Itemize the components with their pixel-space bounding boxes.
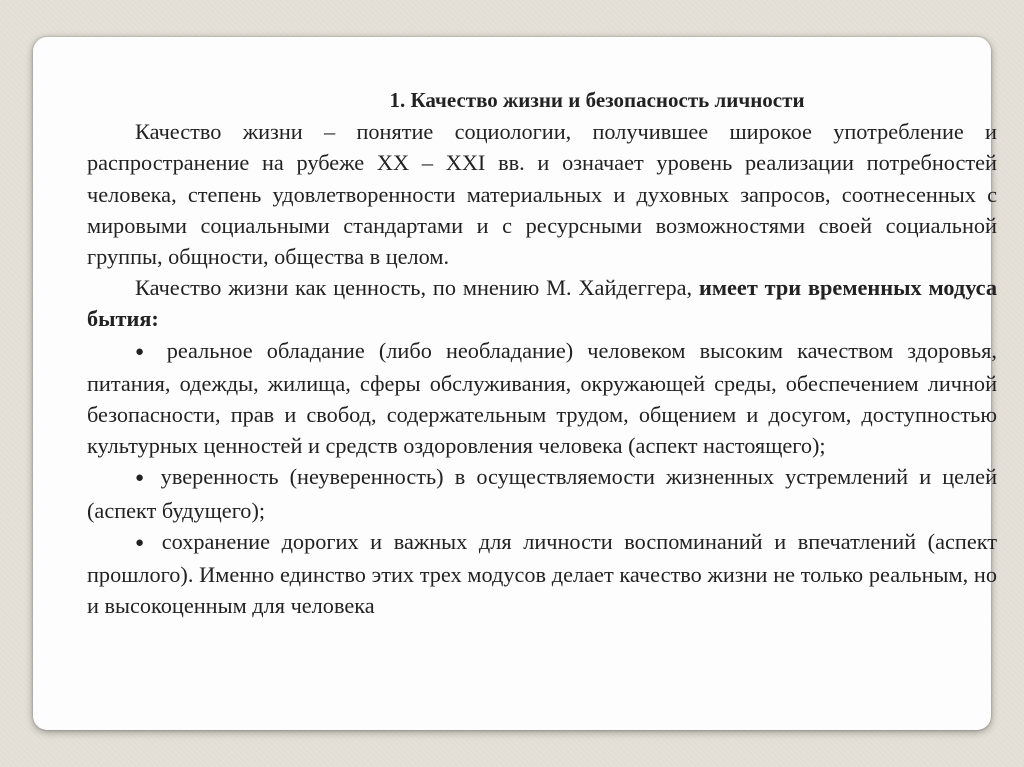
slide-title: 1. Качество жизни и безопасность личности xyxy=(389,88,805,112)
bullet-icon: ● xyxy=(135,534,151,551)
slide-text xyxy=(87,85,997,621)
paragraph-definition: Качество жизни – понятие социологии, получившее широкое употребление и распространение на рубеже XX – XXI вв. и означает уровень реализации потребностей человека, степень удовлетворенности материальных и духовных запросов, соотнесенных с мировыми социальными стандартами и с ресурсными возможностями своей социальной группы, общности, общества в целом. xyxy=(87,119,997,270)
bullet-present-text: реальное обладание (либо необладание) человеком высоким качеством здоровья, питания, одежды, жилища, сферы обслуживания, окружающей среды, обеспечением личной безопасности, прав и свобод, содержательным трудом, общением и досугом, доступностью культурных ценностей и средств оздоровления человека (аспект настоящего); xyxy=(87,337,998,459)
paragraph-heidegger xyxy=(87,272,997,334)
bullet-icon: ● xyxy=(135,343,153,360)
bullet-future-text: уверенность (неуверенность) в осуществляемости жизненных устремлений и целей (аспект будущего); xyxy=(87,464,998,523)
bullet-past xyxy=(87,526,997,622)
paragraph-heidegger-text: Качество жизни как ценность, по мнению М. Хайдеггера, xyxy=(135,275,699,301)
bullet-past-text: сохранение дорогих и важных для личности воспоминаний и впечатлений (аспект прошлого). Именно единство этих трех модусов делает качество жизни не только реальным, но и высокоценным для человека xyxy=(87,528,998,619)
slide-card xyxy=(33,37,998,730)
bullet-icon: ● xyxy=(135,470,150,487)
paragraph-heidegger-bold: имеет три временных модуса бытия: xyxy=(87,275,997,332)
bullet-present xyxy=(87,335,997,462)
bullet-future xyxy=(87,461,997,525)
